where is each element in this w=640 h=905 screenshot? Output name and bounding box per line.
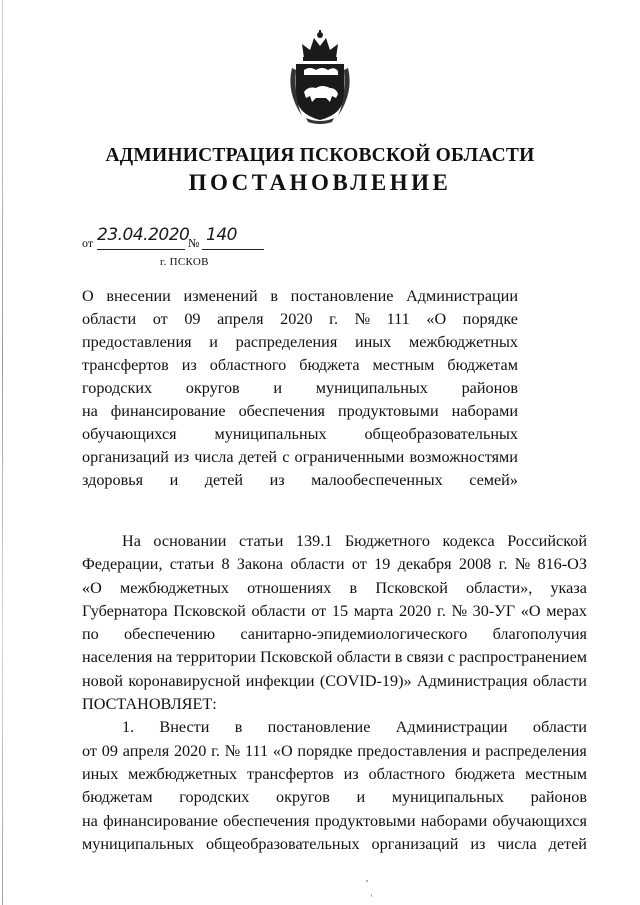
body-word: и	[471, 741, 481, 760]
body-line	[82, 530, 587, 553]
scan-speck	[371, 894, 372, 897]
body-word: иных	[82, 764, 119, 783]
body-word: статьи	[169, 555, 215, 574]
subject-word: общеобразовательных	[364, 425, 518, 443]
body-word: постановление	[267, 718, 371, 737]
subject-word: с	[282, 448, 290, 466]
body-word: области	[336, 648, 391, 667]
subject-word: муниципальных	[315, 379, 428, 397]
subject-word: и	[273, 379, 283, 397]
body-word: Администрация	[416, 671, 528, 690]
body-word: Псковской	[375, 578, 448, 597]
body-word: межбюджетных	[119, 578, 229, 597]
document-subject	[82, 285, 518, 492]
body-line	[82, 786, 587, 809]
body-word: №	[451, 601, 468, 620]
body-line	[82, 716, 587, 739]
subject-word: предоставления	[82, 333, 192, 351]
subject-word: бюджета	[299, 356, 360, 374]
subject-word: Администрации	[406, 287, 518, 305]
subject-word: районов	[461, 379, 518, 397]
organization-title: АДМИНИСТРАЦИЯ ПСКОВСКОЙ ОБЛАСТИ	[105, 145, 535, 166]
body-word: декабря	[397, 555, 452, 574]
body-word: бюджетам	[82, 788, 153, 807]
body-word: организаций	[371, 834, 459, 853]
body-word: порядке	[297, 741, 353, 760]
body-word: областного	[368, 764, 446, 783]
subject-word: местным	[372, 356, 435, 374]
body-word: области	[251, 601, 306, 620]
body-word: санитарно-эпидемиологического	[240, 625, 468, 644]
body-line	[82, 623, 587, 646]
body-word: №	[224, 741, 241, 760]
body-word: Внести	[159, 718, 210, 737]
body-word: новой	[82, 671, 124, 690]
body-word: из	[343, 764, 359, 783]
body-word: в	[349, 578, 358, 597]
subject-word: 111	[386, 310, 410, 328]
body-word: 139.1	[295, 532, 333, 550]
body-line	[82, 810, 587, 833]
body-word: межбюджетных	[128, 764, 238, 783]
body-word: обеспечению	[124, 625, 216, 644]
subject-word: малообеспеченных	[311, 471, 443, 489]
body-word: «О	[520, 601, 541, 620]
body-word: апреля	[122, 741, 170, 760]
subject-word: межбюджетных	[408, 333, 518, 351]
subject-line	[82, 377, 518, 400]
subject-word: №	[354, 310, 371, 328]
subject-word: наборами	[451, 402, 518, 420]
body-word: наборами	[420, 811, 488, 830]
subject-word: округов	[185, 379, 240, 397]
body-word: на	[156, 648, 173, 667]
body-word: 111	[244, 741, 269, 760]
subject-line	[82, 308, 518, 331]
body-line	[82, 553, 587, 576]
subject-word: иных	[354, 333, 392, 351]
subject-word: «О	[426, 310, 447, 328]
subject-word: организаций	[82, 448, 169, 466]
body-word: от	[351, 555, 367, 574]
subject-word: детей	[204, 471, 244, 489]
subject-word: 09	[184, 310, 201, 328]
subject-word: городских	[82, 379, 153, 397]
body-word: территории	[176, 648, 256, 667]
body-word: марта	[353, 601, 394, 620]
subject-word: ограниченными	[294, 448, 405, 466]
body-word: в	[234, 718, 243, 737]
subject-line	[82, 469, 518, 492]
subject-word: и	[209, 333, 218, 351]
subject-word: из	[269, 471, 285, 489]
subject-word: продуктовыми	[337, 402, 439, 420]
body-word: распространением	[458, 648, 587, 667]
body-word: предоставления	[357, 741, 467, 760]
subject-line	[82, 354, 518, 377]
body-word: на	[82, 811, 98, 830]
body-line	[82, 646, 587, 669]
body-line	[82, 577, 587, 600]
body-word: муниципальных	[391, 788, 504, 807]
body-word: Закона	[236, 555, 284, 574]
body-word: 8	[221, 555, 230, 574]
body-word: в	[394, 648, 403, 667]
body-word: населения	[82, 648, 153, 667]
body-word: благополучия	[492, 625, 587, 644]
body-line	[82, 763, 587, 786]
subject-line	[82, 331, 518, 354]
body-word: Губернатора	[82, 601, 168, 620]
subject-word: трансфертов	[82, 356, 169, 374]
body-word: 30-УГ	[472, 601, 516, 620]
body-word: г.	[498, 555, 508, 574]
body-line	[82, 740, 587, 763]
body-word: 19	[374, 555, 391, 574]
body-word: инфекции	[245, 671, 315, 690]
body-word: трансфертов	[247, 764, 334, 783]
subject-word: и	[169, 471, 179, 489]
body-word: области	[532, 671, 587, 690]
body-word: «О	[272, 741, 293, 760]
body-word: округов	[275, 788, 330, 807]
subject-word: г.	[329, 310, 338, 328]
subject-word: изменений	[183, 287, 258, 305]
body-word: кодекса	[442, 532, 495, 550]
subject-word: числа	[194, 448, 234, 466]
body-word: указа	[550, 578, 587, 597]
body-word: Бюджетного	[344, 532, 430, 550]
number-prefix: №	[188, 236, 200, 250]
date-underline	[97, 249, 185, 250]
body-word: с	[447, 648, 455, 667]
body-word: числа	[497, 834, 537, 853]
body-word: финансирование	[103, 811, 218, 830]
subject-word: возможностями	[409, 448, 518, 466]
body-word: Российской	[507, 532, 587, 550]
subject-word: апреля	[217, 310, 264, 328]
body-word: от	[311, 601, 327, 620]
body-word: Псковской	[173, 601, 246, 620]
subject-word: областного	[209, 356, 287, 374]
body-word: Псковской	[259, 648, 333, 667]
subject-word: обучающихся	[82, 425, 177, 443]
subject-word: от	[152, 310, 168, 328]
subject-word: финансирование	[110, 402, 226, 420]
number-value: 140	[206, 225, 237, 245]
body-word: продуктовыми	[314, 811, 416, 830]
body-word: коронавирусной	[128, 671, 241, 690]
subject-word: семей»	[469, 471, 518, 489]
subject-word: 2020	[280, 310, 313, 328]
body-word: распределения	[485, 741, 587, 760]
body-word: обучающихся	[492, 811, 587, 830]
body-word: Администрации	[395, 718, 508, 737]
body-word: ПОСТАНОВЛЯЕТ:	[82, 695, 217, 714]
body-word: бюджета	[454, 764, 516, 783]
body-line	[82, 600, 587, 623]
body-line	[82, 693, 587, 716]
subject-word: из	[174, 448, 190, 466]
body-word: от	[82, 741, 97, 760]
body-word: общеобразовательных	[206, 834, 360, 853]
body-word: 2020	[173, 741, 207, 760]
subject-word: обеспечения	[238, 402, 325, 420]
body-word: обеспечения	[223, 811, 310, 830]
subject-word: бюджетам	[447, 356, 518, 374]
subject-word: распределения	[235, 333, 338, 351]
body-line	[82, 670, 587, 693]
body-word: 2020	[399, 601, 432, 620]
subject-word: О	[82, 287, 94, 305]
body-word: области»,	[466, 578, 533, 597]
date-number-line	[82, 225, 272, 252]
body-word: 2008	[458, 555, 492, 574]
body-word: 1.	[122, 718, 135, 737]
number-underline	[202, 249, 264, 250]
subject-word: из	[181, 356, 197, 374]
body-word: г.	[437, 601, 446, 620]
subject-word: порядке	[462, 310, 518, 328]
body-word: мерах	[546, 601, 587, 620]
body-word: области	[290, 555, 345, 574]
subject-word: здоровья	[82, 471, 144, 489]
body-word: 816-ОЗ	[537, 555, 587, 574]
document-body	[82, 530, 587, 856]
date-value: 23.04.2020	[97, 225, 190, 245]
body-line	[82, 833, 587, 856]
body-word: 15	[331, 601, 349, 620]
body-word: «О	[82, 578, 102, 597]
body-word: Федерации,	[82, 555, 163, 574]
body-word: муниципальных	[82, 834, 195, 853]
body-word: 09	[101, 741, 118, 760]
body-word: области	[532, 718, 587, 737]
body-word: связи	[406, 648, 444, 667]
body-word: На	[122, 532, 141, 550]
pskov-coat-of-arms-icon	[282, 28, 358, 124]
subject-line	[82, 285, 518, 308]
subject-word: внесении	[106, 287, 171, 305]
subject-word: на	[82, 402, 98, 420]
body-word: отношениях	[247, 578, 332, 597]
subject-word: области	[82, 310, 137, 328]
date-prefix: от	[82, 236, 94, 250]
body-word: городских	[179, 788, 250, 807]
body-word: местным	[525, 764, 587, 783]
subject-word: в	[270, 287, 278, 305]
body-word: и	[356, 788, 366, 807]
scan-edge	[2, 0, 3, 905]
body-word: статьи	[239, 532, 284, 550]
body-word: детей	[548, 834, 587, 853]
body-word: (COVID-19)»	[319, 671, 412, 690]
subject-word: муниципальных	[214, 425, 327, 443]
subject-word: детей	[238, 448, 278, 466]
body-word: основании	[153, 532, 227, 550]
document-type-title: ПОСТАНОВЛЕНИЕ	[188, 170, 452, 195]
body-word: г.	[211, 741, 220, 760]
subject-line	[82, 400, 518, 423]
body-word: районов	[530, 788, 587, 807]
body-word: из	[470, 834, 486, 853]
body-word: по	[82, 625, 99, 644]
body-word: №	[514, 555, 531, 574]
city-label: г. ПСКОВ	[160, 256, 209, 268]
subject-line	[82, 446, 518, 469]
subject-line	[82, 423, 518, 446]
subject-word: постановление	[290, 287, 394, 305]
scan-speck	[366, 880, 368, 882]
